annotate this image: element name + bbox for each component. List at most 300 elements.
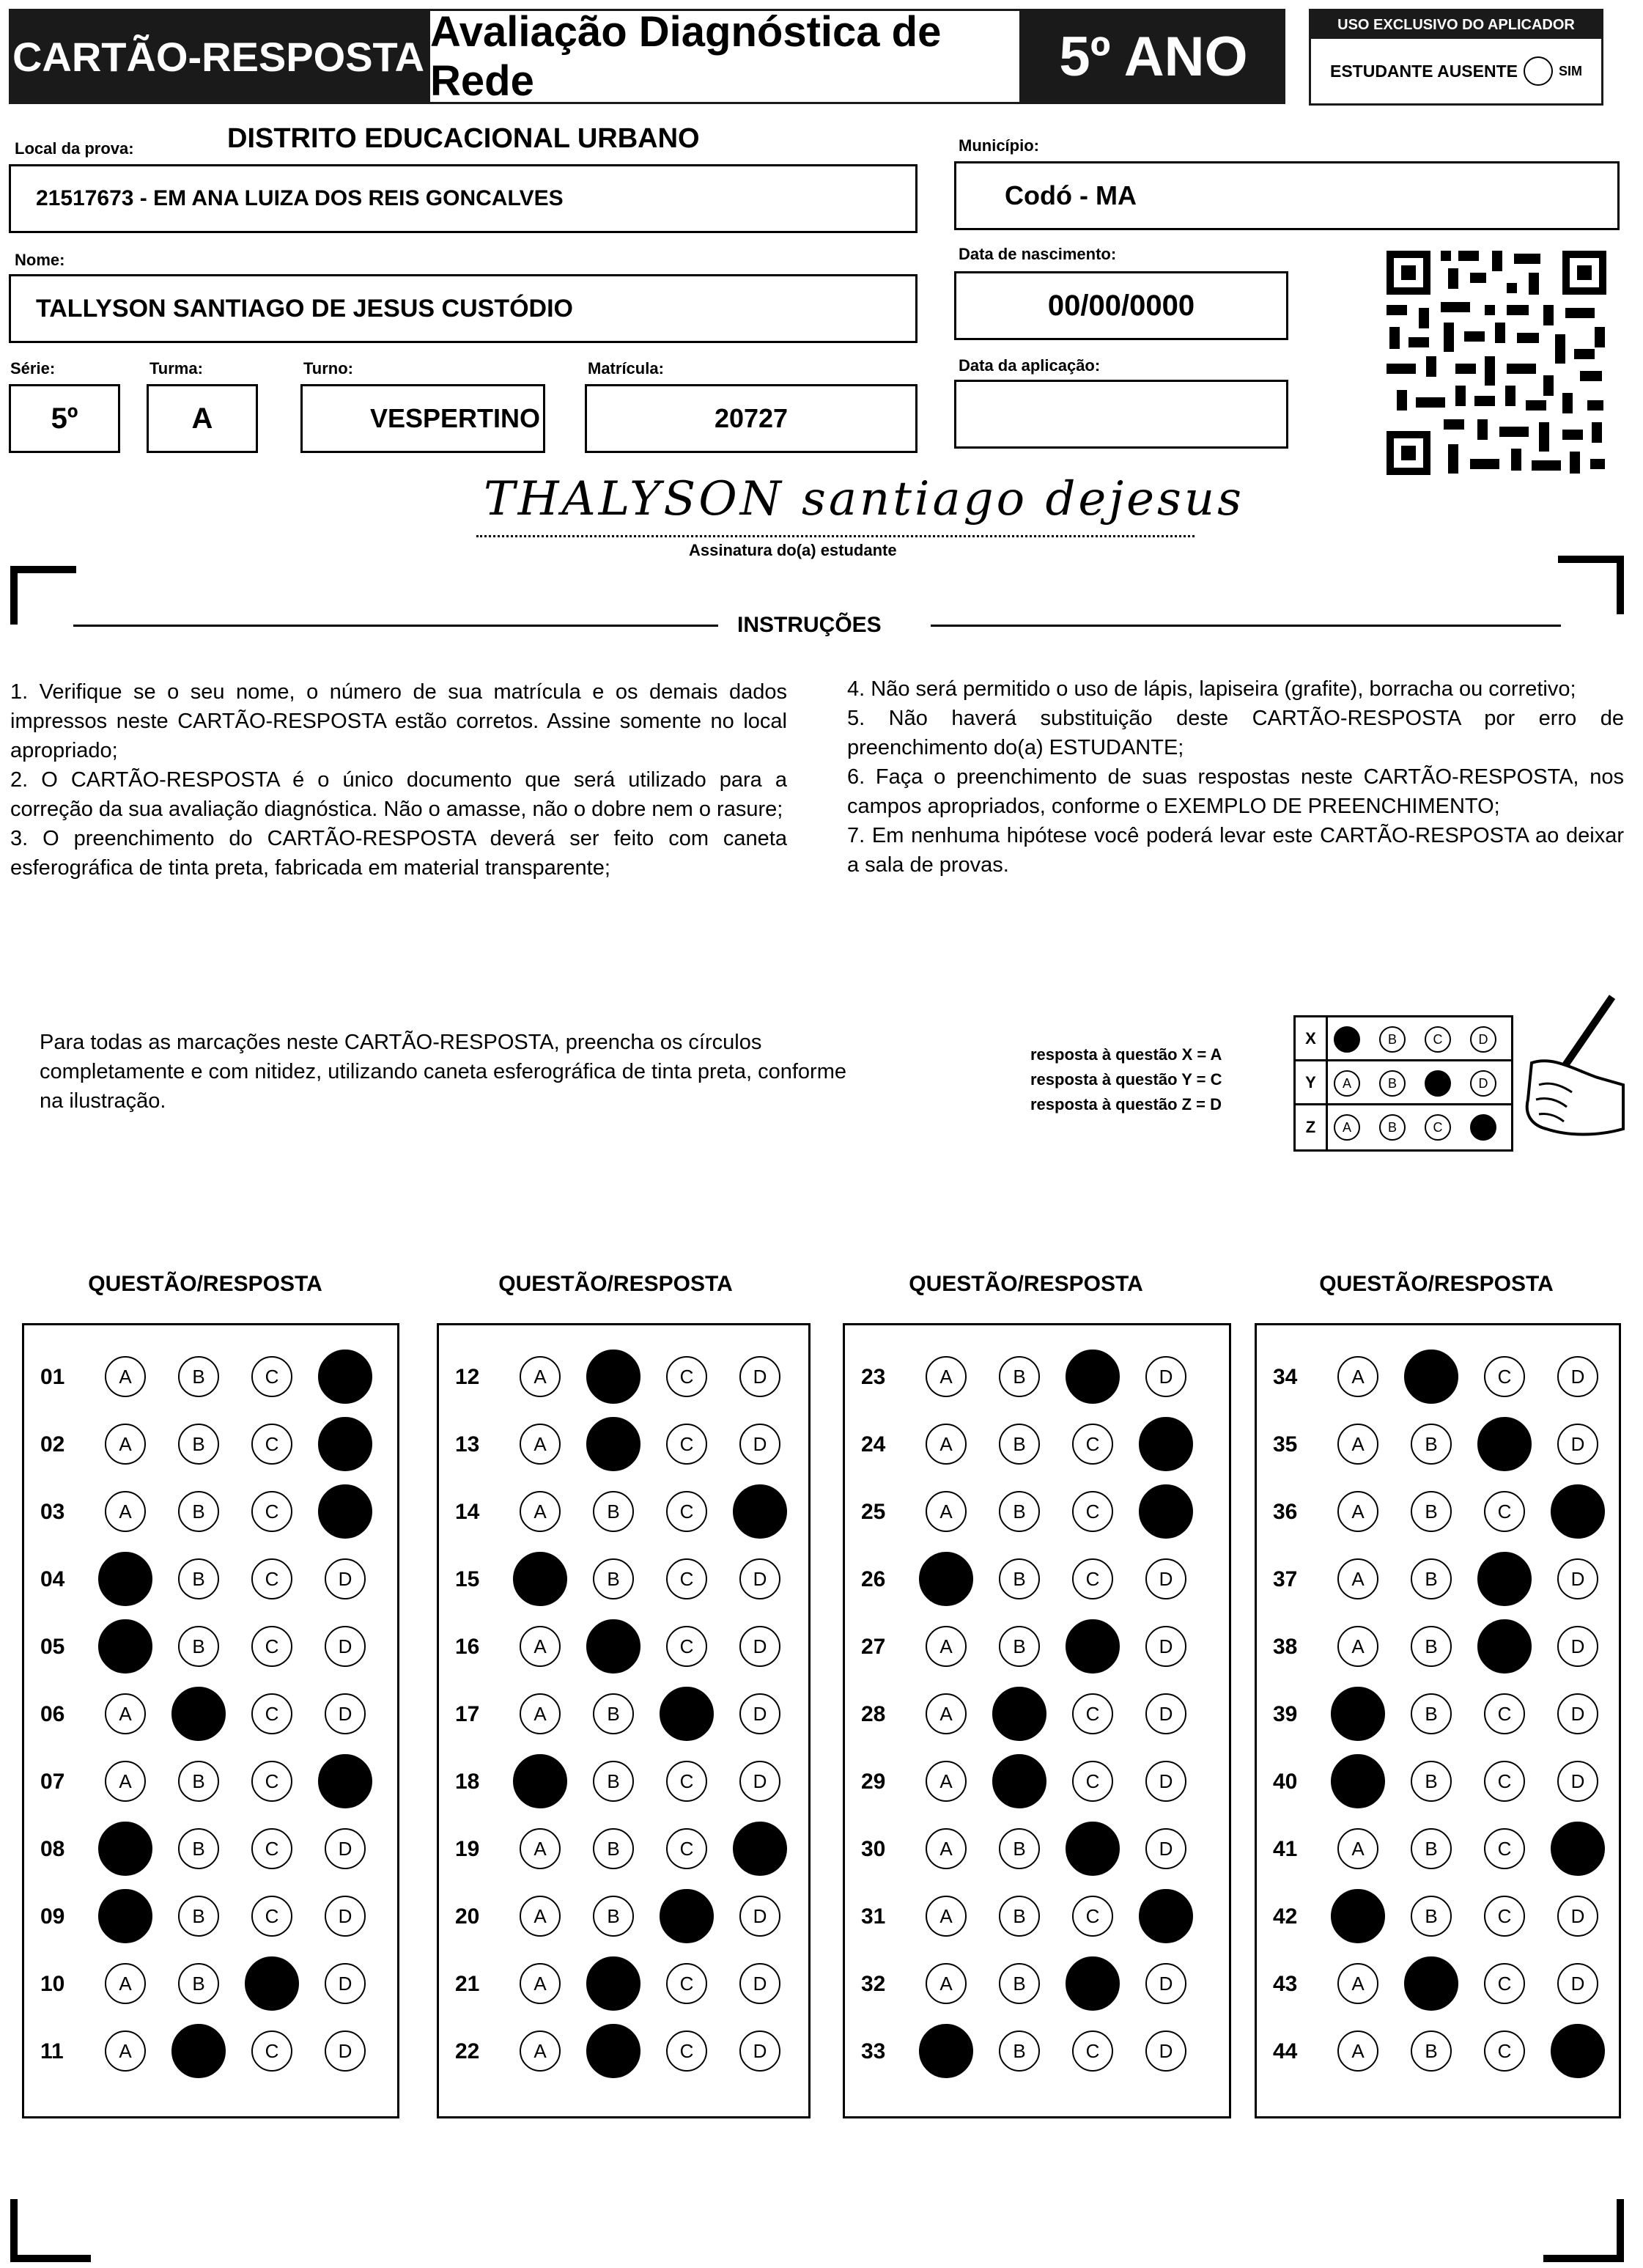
answer-bubble-b[interactable]: B [999,1963,1040,2004]
answer-bubble-b[interactable]: B [999,1491,1040,1532]
answer-bubble-a[interactable]: A [926,1424,967,1465]
question-number: 18 [455,1770,480,1794]
answer-bubble-d[interactable]: D [325,1896,366,1937]
serie-field [9,384,120,453]
answer-bubble-b[interactable] [1404,1350,1458,1404]
answer-bubble-b[interactable] [586,1350,640,1404]
answer-bubble-d[interactable]: D [739,2030,780,2072]
column-title: QUESTÃO/RESPOSTA [1319,1272,1554,1296]
answer-bubble-d[interactable] [1551,2024,1605,2078]
answer-bubble-b[interactable]: B [593,1761,634,1802]
answer-bubble-b[interactable]: B [1411,1558,1452,1599]
answer-row [24,1624,397,1668]
question-number: 25 [861,1500,886,1524]
answer-bubble-d[interactable]: D [325,1828,366,1869]
answer-row [1257,1962,1619,2006]
corner-mark-bottom-left [10,2199,18,2261]
matricula-value: 20727 [714,403,789,433]
answer-bubble-c[interactable]: C [1072,2030,1113,2072]
answer-bubble-c[interactable]: C [1484,1963,1525,2004]
answer-bubble-b[interactable]: B [178,1491,219,1532]
turma-label: Turma: [149,359,203,378]
answer-bubble-d[interactable]: D [325,1963,366,2004]
question-number: 20 [455,1904,480,1929]
answer-bubble-b[interactable]: B [1411,1693,1452,1734]
answer-bubble-c[interactable]: C [1072,1896,1113,1937]
qr-code [1382,246,1611,479]
answer-bubble-d[interactable]: D [739,1424,780,1465]
answer-bubble-c[interactable]: C [666,1558,707,1599]
answer-bubble-b[interactable]: B [1411,1896,1452,1937]
question-number: 24 [861,1432,886,1457]
answer-bubble-a[interactable]: A [520,1626,561,1667]
corner-mark-top-right [1558,556,1624,563]
answer-bubble-a[interactable] [1331,1687,1385,1741]
answer-bubble-d[interactable] [318,1417,372,1471]
answer-row [24,1894,397,1938]
answer-bubble-c[interactable]: C [251,1558,292,1599]
answer-bubble-a[interactable]: A [105,1491,146,1532]
question-number: 13 [455,1432,480,1457]
answer-bubble-c[interactable]: C [666,1626,707,1667]
answer-bubble-a[interactable]: A [520,1828,561,1869]
answer-bubble-c[interactable]: C [666,1491,707,1532]
column-title: QUESTÃO/RESPOSTA [909,1272,1143,1296]
answer-bubble-d[interactable]: D [325,2030,366,2072]
question-number: 14 [455,1500,480,1524]
answer-bubble-b[interactable]: B [178,1896,219,1937]
exam-title: Avaliação Diagnóstica de Rede [430,8,942,105]
answer-bubble-b[interactable]: B [593,1828,634,1869]
answer-bubble-a[interactable] [919,1552,973,1606]
aplicacao-field [954,380,1288,449]
answer-bubble-c[interactable]: C [251,1424,292,1465]
question-number: 16 [455,1635,480,1659]
answer-bubble-a[interactable]: A [1337,1828,1378,1869]
answer-bubble-c[interactable]: C [1484,1356,1525,1397]
answer-bubble-c[interactable] [1066,1350,1120,1404]
municipio-field [954,161,1620,230]
answer-bubble-c[interactable] [1477,1417,1532,1471]
answer-row [24,1557,397,1601]
answer-row [845,1759,1229,1803]
example-bubble: A [1334,1114,1360,1141]
answer-bubble-a[interactable]: A [926,1356,967,1397]
answer-bubble-a[interactable]: A [1337,1356,1378,1397]
answer-bubble-a[interactable]: A [105,1963,146,2004]
answer-row [439,1962,808,2006]
answer-bubble-d[interactable]: D [1145,1693,1186,1734]
column-title: QUESTÃO/RESPOSTA [88,1272,322,1296]
nascimento-value: 00/00/0000 [1047,289,1195,322]
question-number: 28 [861,1702,886,1726]
example-row [1296,1105,1511,1149]
question-number: 02 [40,1432,65,1457]
answer-bubble-c[interactable]: C [666,2030,707,2072]
example-bubble: D [1470,1070,1496,1097]
answer-row [1257,1894,1619,1938]
corner-mark-bottom-right-h [1543,2255,1624,2262]
answer-bubble-c[interactable]: C [251,1356,292,1397]
answer-bubble-b[interactable]: B [178,1963,219,2004]
answer-bubble-d[interactable] [318,1754,372,1808]
answer-bubble-d[interactable] [1139,1417,1193,1471]
answer-bubble-b[interactable]: B [1411,1491,1452,1532]
question-number: 38 [1273,1635,1298,1659]
question-number: 19 [455,1837,480,1861]
answer-row [1257,2029,1619,2073]
answer-bubble-d[interactable]: D [739,1626,780,1667]
answer-bubble-d[interactable] [318,1484,372,1539]
answer-bubble-a[interactable]: A [520,1356,561,1397]
answer-bubble-d[interactable]: D [1557,1963,1598,2004]
municipio-label: Município: [959,136,1039,155]
answer-bubble-a[interactable]: A [520,1424,561,1465]
answer-row [439,1490,808,1534]
answer-bubble-d[interactable]: D [1557,1896,1598,1937]
answer-bubble-d[interactable]: D [1145,2030,1186,2072]
answer-bubble-a[interactable]: A [926,1626,967,1667]
answer-bubble-a[interactable]: A [105,2030,146,2072]
answer-row [845,1962,1229,2006]
question-number: 05 [40,1635,65,1659]
answer-row [845,1624,1229,1668]
answer-bubble-a[interactable]: A [1337,2030,1378,2072]
serie-value: 5º [51,402,78,435]
answer-bubble-a[interactable]: A [520,1491,561,1532]
answer-bubble-d[interactable]: D [325,1693,366,1734]
answer-row [24,1962,397,2006]
exam-title-box [428,9,1022,104]
answer-bubble-b[interactable]: B [178,1424,219,1465]
answer-bubble-c[interactable]: C [666,1963,707,2004]
answer-bubble-a[interactable]: A [520,1963,561,2004]
question-number: 41 [1273,1837,1298,1861]
question-number: 27 [861,1635,886,1659]
answer-bubble-a[interactable]: A [105,1761,146,1802]
turno-value: VESPERTINO [369,403,540,433]
answer-bubble-d[interactable]: D [739,1558,780,1599]
answer-bubble-a[interactable] [513,1754,567,1808]
answer-row [1257,1759,1619,1803]
answer-bubble-c[interactable] [1066,1956,1120,2011]
answer-row [439,1827,808,1871]
answer-bubble-d[interactable]: D [325,1626,366,1667]
question-number: 08 [40,1837,65,1861]
answer-bubble-d[interactable]: D [1557,1424,1598,1465]
answer-bubble-b[interactable]: B [999,2030,1040,2072]
answer-bubble-b[interactable]: B [999,1424,1040,1465]
answer-bubble-d[interactable] [733,1484,787,1539]
answer-row [845,1490,1229,1534]
question-number: 23 [861,1365,886,1389]
question-number: 30 [861,1837,886,1861]
answer-bubble-c[interactable] [245,1956,299,2011]
answer-bubble-c[interactable]: C [251,1828,292,1869]
answer-bubble-c[interactable]: C [251,1626,292,1667]
answer-bubble-d[interactable]: D [1145,1963,1186,2004]
answer-bubble-b[interactable] [586,2024,640,2078]
answer-bubble-d[interactable]: D [1557,1761,1598,1802]
answer-row [24,1490,397,1534]
question-number: 37 [1273,1567,1298,1591]
example-bubble: B [1379,1026,1406,1053]
answer-bubble-c[interactable]: C [666,1356,707,1397]
applicator-label: USO EXCLUSIVO DO APLICADOR [1311,11,1601,39]
answer-bubble-a[interactable]: A [520,1896,561,1937]
instruction-item: 3. O preenchimento do CARTÃO-RESPOSTA deverá ser feito com caneta esferográfica de tinta preta, fabricada em material transparente; [10,827,787,880]
answer-bubble-d[interactable] [1139,1889,1193,1943]
answer-row [1257,1355,1619,1399]
question-number: 32 [861,1972,886,1996]
answer-bubble-c[interactable]: C [1072,1558,1113,1599]
example-row-label: X [1296,1017,1328,1059]
example-row [1296,1061,1511,1105]
question-number: 11 [40,2039,64,2063]
instructions-left [10,677,787,883]
answer-bubble-d[interactable]: D [739,1761,780,1802]
answer-bubble-b[interactable] [171,1687,226,1741]
answer-bubble-b[interactable]: B [178,1626,219,1667]
answer-bubble-d[interactable]: D [739,1356,780,1397]
answer-bubble-c[interactable]: C [666,1761,707,1802]
answer-bubble-c[interactable] [1066,1822,1120,1876]
answer-bubble-a[interactable] [1331,1889,1385,1943]
answer-bubble-b[interactable]: B [593,1693,634,1734]
answer-bubble-d[interactable]: D [1145,1626,1186,1667]
answer-row [1257,1557,1619,1601]
answer-bubble-a[interactable] [98,1619,152,1674]
answer-bubble-b[interactable]: B [999,1356,1040,1397]
answer-bubble-d[interactable] [1139,1484,1193,1539]
question-number: 06 [40,1702,65,1726]
answer-bubble-b[interactable]: B [178,1356,219,1397]
answer-bubble-d[interactable] [318,1350,372,1404]
answer-bubble-a[interactable] [919,2024,973,2078]
example-legend-item: resposta à questão X = A [1030,1045,1222,1064]
answer-bubble-b[interactable]: B [1411,1626,1452,1667]
answer-bubble-c[interactable]: C [1072,1424,1113,1465]
example-bubble: C [1425,1026,1451,1053]
answer-bubble-d[interactable]: D [1557,1356,1598,1397]
answer-row [1257,1827,1619,1871]
answer-bubble-d[interactable]: D [1145,1356,1186,1397]
answer-row [845,1894,1229,1938]
answer-bubble-c[interactable] [1477,1619,1532,1674]
question-number: 43 [1273,1972,1298,1996]
answer-bubble-c[interactable]: C [1072,1693,1113,1734]
answer-bubble-a[interactable]: A [1337,1558,1378,1599]
answer-row [439,1557,808,1601]
answer-bubble-d[interactable]: D [739,1896,780,1937]
answer-bubble-a[interactable]: A [1337,1491,1378,1532]
answer-row [439,1422,808,1466]
answer-bubble-d[interactable]: D [1145,1828,1186,1869]
instruction-item: 5. Não haverá substituição deste CARTÃO-RESPOSTA por erro de preenchimento do(a) ESTUDANTE; [847,707,1624,759]
question-number: 04 [40,1567,65,1591]
signature-line [476,535,1195,537]
answer-bubble-b[interactable]: B [1411,1761,1452,1802]
municipio-value: Codó - MA [1005,180,1137,210]
answer-bubble-a[interactable]: A [105,1356,146,1397]
answer-bubble-d[interactable]: D [1145,1558,1186,1599]
answer-bubble-b[interactable] [586,1417,640,1471]
answer-bubble-a[interactable]: A [926,1761,967,1802]
answer-bubble-a[interactable] [513,1552,567,1606]
answer-bubble-b[interactable] [586,1619,640,1674]
answer-column [843,1323,1231,2118]
answer-bubble-c[interactable]: C [251,1491,292,1532]
nascimento-field [954,271,1288,340]
answer-bubble-b[interactable]: B [178,1558,219,1599]
answer-bubble-a[interactable]: A [1337,1963,1378,2004]
answer-bubble-c[interactable]: C [666,1828,707,1869]
answer-bubble-a[interactable] [98,1822,152,1876]
answer-bubble-c[interactable]: C [1072,1761,1113,1802]
example-text: Para todas as marcações neste CARTÃO-RESPOSTA, preencha os círculos completamente e com nitidez, utilizando caneta esferográfica de tinta preta, conforme na ilustração. [40,1031,846,1113]
instruction-item: 7. Em nenhuma hipótese você poderá levar este CARTÃO-RESPOSTA ao deixar a sala de provas. [847,824,1624,877]
answer-bubble-d[interactable]: D [739,1963,780,2004]
matricula-label: Matrícula: [588,359,664,378]
school-value: 21517673 - EM ANA LUIZA DOS REIS GONCALVES [36,186,564,210]
answer-bubble-a[interactable]: A [1337,1626,1378,1667]
answer-bubble-d[interactable]: D [1145,1761,1186,1802]
answer-row [845,2029,1229,2073]
answer-bubble-b[interactable] [992,1754,1046,1808]
answer-bubble-b[interactable]: B [999,1626,1040,1667]
answer-bubble-b[interactable]: B [178,1761,219,1802]
answer-bubble-c[interactable]: C [1072,1491,1113,1532]
answer-row [24,1759,397,1803]
question-number: 26 [861,1567,886,1591]
question-number: 33 [861,2039,886,2063]
answer-bubble-b[interactable]: B [178,1828,219,1869]
answer-row [24,1422,397,1466]
answer-bubble-b[interactable]: B [1411,1828,1452,1869]
example-bubble: A [1334,1070,1360,1097]
answer-bubble-a[interactable]: A [1337,1424,1378,1465]
question-number: 17 [455,1702,480,1726]
answer-bubble-d[interactable] [1551,1484,1605,1539]
answer-bubble-a[interactable] [1331,1754,1385,1808]
signature-label: Assinatura do(a) estudante [689,541,897,559]
question-number: 09 [40,1904,65,1929]
question-number: 01 [40,1365,65,1389]
turma-field [147,384,258,453]
instruction-item: 2. O CARTÃO-RESPOSTA é o único documento que será utilizado para a correção da sua avaliação diagnóstica. Não o amasse, não o dobre nem o rasure; [10,768,787,821]
answer-bubble-c[interactable] [1477,1552,1532,1606]
answer-bubble-b[interactable] [171,2024,226,2078]
answer-bubble-d[interactable] [733,1822,787,1876]
answer-bubble-c[interactable]: C [251,2030,292,2072]
absent-yes-label: SIM [1558,63,1582,78]
answer-bubble-c[interactable]: C [251,1693,292,1734]
answer-bubble-a[interactable] [98,1889,152,1943]
answer-bubble-a[interactable]: A [926,1828,967,1869]
answer-bubble-d[interactable]: D [1557,1558,1598,1599]
column-title: QUESTÃO/RESPOSTA [498,1272,733,1296]
answer-bubble-a[interactable]: A [105,1424,146,1465]
answer-row [845,1355,1229,1399]
instruction-item: 1. Verifique se o seu nome, o número de sua matrícula e os demais dados impressos neste CARTÃO-RESPOSTA estão corretos. Assine somente no local apropriado; [10,680,787,762]
answer-bubble-c[interactable]: C [1484,1761,1525,1802]
answer-bubble-c[interactable]: C [1484,1491,1525,1532]
answer-bubble-b[interactable] [992,1687,1046,1741]
corner-mark-top-left-v [10,566,18,625]
answer-bubble-c[interactable]: C [1484,2030,1525,2072]
answer-bubble-b[interactable] [586,1956,640,2011]
instructions-right [847,674,1624,880]
question-number: 31 [861,1904,886,1929]
answer-bubble-c[interactable]: C [1484,1896,1525,1937]
answer-row [1257,1624,1619,1668]
answer-bubble-b[interactable]: B [999,1828,1040,1869]
answer-bubble-b[interactable]: B [999,1896,1040,1937]
answer-bubble-d[interactable]: D [325,1558,366,1599]
question-number: 29 [861,1770,886,1794]
answer-bubble-c[interactable] [660,1889,714,1943]
answer-row [1257,1692,1619,1736]
turma-value: A [191,402,213,435]
answer-bubble-c[interactable]: C [1484,1693,1525,1734]
question-number: 07 [40,1770,65,1794]
answer-bubble-b[interactable]: B [999,1558,1040,1599]
example-bubble [1425,1070,1451,1097]
answer-bubble-d[interactable]: D [1557,1626,1598,1667]
answer-row [439,1692,808,1736]
corner-mark-top-right-v [1617,556,1624,614]
answer-bubble-c[interactable] [1066,1619,1120,1674]
question-number: 35 [1273,1432,1298,1457]
answer-bubble-d[interactable]: D [1557,1693,1598,1734]
answer-bubble-d[interactable]: D [739,1693,780,1734]
answer-bubble-d[interactable] [1551,1822,1605,1876]
example-legend-item: resposta à questão Z = D [1030,1095,1222,1113]
question-number: 10 [40,1972,65,1996]
corner-mark-top-left [10,566,76,573]
answer-row [1257,1490,1619,1534]
answer-row [439,1624,808,1668]
answer-bubble-b[interactable]: B [593,1558,634,1599]
answer-bubble-a[interactable]: A [926,1491,967,1532]
answer-bubble-b[interactable]: B [1411,1424,1452,1465]
card-title: CARTÃO-RESPOSTA [9,9,428,104]
example-row-label: Y [1296,1061,1328,1103]
answer-bubble-b[interactable]: B [1411,2030,1452,2072]
example-legend [1030,1042,1222,1117]
answer-column [22,1323,399,2118]
answer-bubble-b[interactable] [1404,1956,1458,2011]
answer-bubble-c[interactable]: C [666,1424,707,1465]
instructions-rule-left [73,625,718,627]
answer-bubble-a[interactable]: A [926,1963,967,2004]
answer-bubble-c[interactable] [660,1687,714,1741]
answer-bubble-c[interactable]: C [251,1761,292,1802]
answer-bubble-b[interactable]: B [593,1491,634,1532]
answer-bubble-a[interactable]: A [926,1693,967,1734]
instruction-item: 4. Não será permitido o uso de lápis, lapiseira (grafite), borracha ou corretivo; [847,677,1576,701]
absent-checkbox[interactable] [1524,56,1553,86]
answer-bubble-a[interactable]: A [520,2030,561,2072]
answer-bubble-a[interactable] [98,1552,152,1606]
answer-bubble-a[interactable]: A [105,1693,146,1734]
answer-bubble-c[interactable]: C [1484,1828,1525,1869]
answer-bubble-a[interactable]: A [520,1693,561,1734]
answer-bubble-b[interactable]: B [593,1896,634,1937]
answer-bubble-c[interactable]: C [251,1896,292,1937]
answer-bubble-a[interactable]: A [926,1896,967,1937]
instructions-rule-right [931,625,1561,627]
